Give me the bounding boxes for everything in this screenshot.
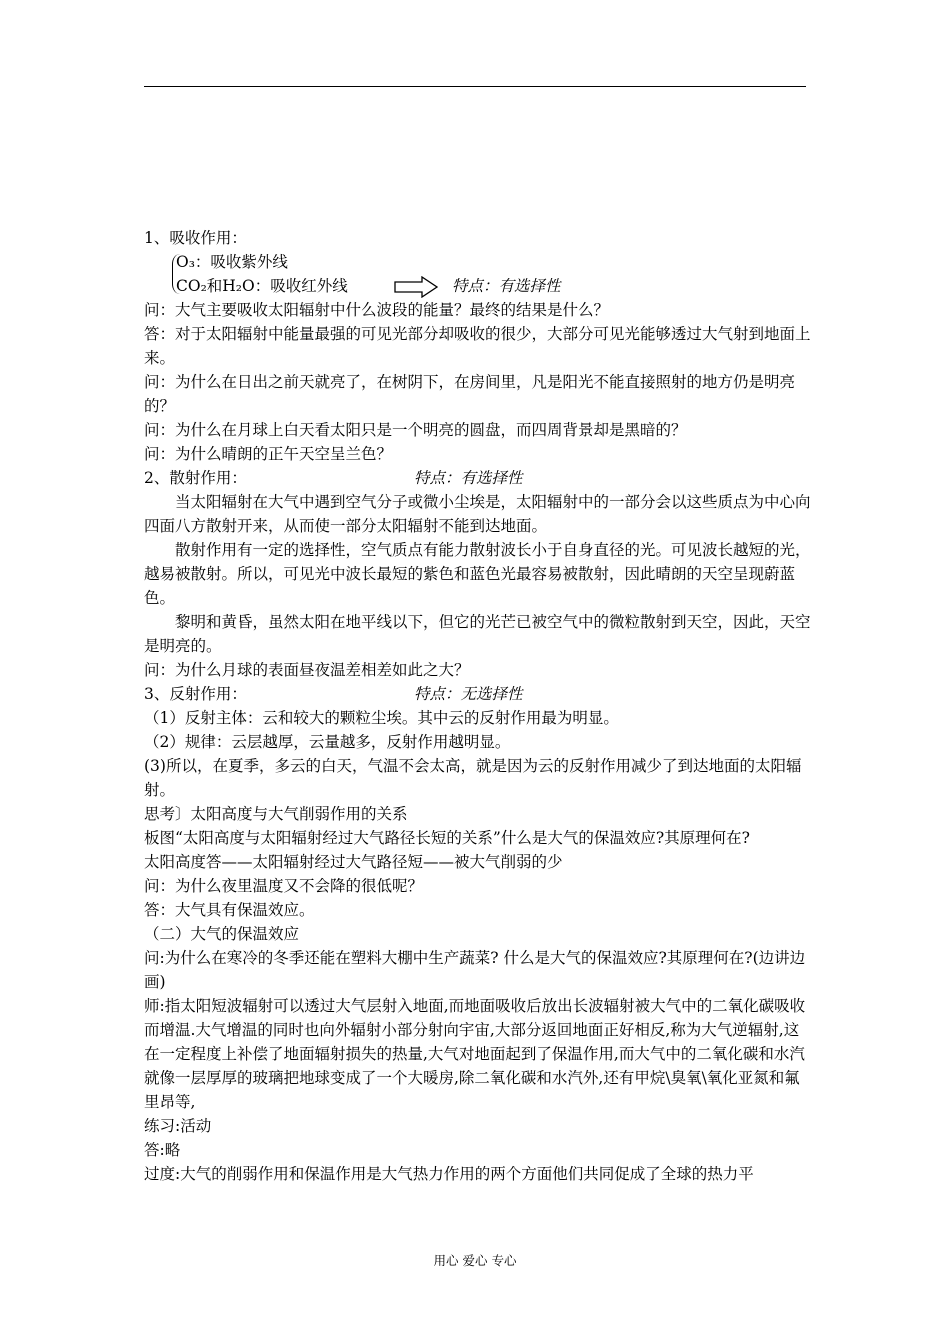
answer-1: 答：对于太阳辐射中能量最强的可见光部分却吸收的很少，大部分可见光能够透过大气射到地面上来。 [144, 325, 811, 367]
question-1: 问：大气主要吸收太阳辐射中什么波段的能量？最终的结果是什么？ [144, 301, 610, 319]
question-6: 问：为什么夜里温度又不会降的很低呢？ [144, 877, 424, 895]
section-scattering-row [144, 466, 814, 490]
question-3: 问：为什么在月球上白天看太阳只是一个明亮的圆盘，而四周背景却是黑暗的？ [144, 421, 687, 439]
section-reflection-row [144, 682, 814, 706]
absorption-o3: O₃：吸收紫外线 [176, 253, 288, 271]
question-2: 问：为什么在日出之前天就亮了，在树阴下，在房间里，凡是阳光不能直接照射的地方仍是明亮的？ [144, 373, 796, 415]
document-body [144, 226, 814, 1186]
scattering-paragraph-1: 当太阳辐射在大气中遇到空气分子或微小尘埃是，太阳辐射中的一部分会以这些质点为中心向四面八方散射开来，从而使一部分太阳辐射不能到达地面。 [144, 493, 811, 535]
think-prompt: 思考〕太阳高度与大气削弱作用的关系 [144, 805, 408, 823]
header-rule [144, 86, 806, 87]
section-absorption-title: 1、吸收作用： [144, 229, 247, 247]
teacher-explanation: 师:指太阳短波辐射可以透过大气层射入地面,而地面吸收后放出长波辐射被大气中的二氧化碳吸收而增温.大气增温的同时也向外辐射小部分射向宇宙,大部分返回地面正好相反,称为大气逆辐射,这在一定程度上补偿了地面辐射损失的热量,大气对地面起到了保温作用,而大气中的二氧化碳和水汽就像一层厚厚的玻璃把地球变成了一个大暖房,除二氧化碳和水汽外,还有甲烷\臭氧\氧化亚氮和氟里昂等, [144, 997, 806, 1111]
scattering-paragraph-3: 黎明和黄昏，虽然太阳在地平线以下，但它的光芒已被空气中的微粒散射到天空，因此，天空是明亮的。 [144, 613, 811, 655]
section-scattering-title: 2、散射作用： [144, 469, 247, 487]
scattering-paragraph-2: 散射作用有一定的选择性，空气质点有能力散射波长小于自身直径的光。可见波长越短的光，越易被散射。所以，可见光中波长最短的紫色和蓝色光最容易被散射，因此晴朗的天空呈现蔚蓝色。 [144, 541, 811, 607]
transition-line: 过度:大气的削弱作用和保温作用是大气热力作用的两个方面他们共同促成了全球的热力平 [144, 1165, 754, 1183]
section-greenhouse-title: （二）大气的保温效应 [144, 925, 300, 943]
absorption-feature: 特点：有选择性 [452, 277, 561, 295]
section-reflection-title: 3、反射作用： [144, 685, 247, 703]
page-footer: 用心 爱心 专心 [433, 1253, 517, 1268]
question-7: 问:为什么在寒冷的冬季还能在塑料大棚中生产蔬菜? 什么是大气的保温效应?其原理何在?(边讲边画) [144, 949, 806, 991]
reflection-point-3: (3)所以，在夏季，多云的白天，气温不会太高，就是因为云的反射作用减少了到达地面的太阳辐射。 [144, 757, 802, 799]
answer-6: 答：大气具有保温效应。 [144, 901, 315, 919]
question-5: 问：为什么月球的表面昼夜温差相差如此之大？ [144, 661, 470, 679]
sun-height-chain: 太阳高度答——太阳辐射经过大气路径短——被大气削弱的少 [144, 853, 563, 871]
right-arrow-icon [394, 276, 438, 298]
exercise-line: 练习:活动 [144, 1117, 212, 1135]
reflection-point-1: （1）反射主体：云和较大的颗粒尘埃。其中云的反射作用最为明显。 [144, 709, 619, 727]
question-4: 问：为什么晴朗的正午天空呈兰色？ [144, 445, 393, 463]
reflection-point-2: （2）规律：云层越厚，云量越多，反射作用越明显。 [144, 733, 511, 751]
absorption-co2: CO₂和H₂O：吸收红外线 [176, 277, 348, 295]
reflection-feature: 特点：无选择性 [414, 685, 523, 703]
board-diagram-note: 板图“太阳高度与太阳辐射经过大气路径长短的关系”什么是大气的保温效应?其原理何在? [144, 829, 750, 847]
answer-line: 答:略 [144, 1141, 181, 1159]
absorption-list [144, 250, 814, 298]
scattering-feature: 特点：有选择性 [414, 469, 523, 487]
